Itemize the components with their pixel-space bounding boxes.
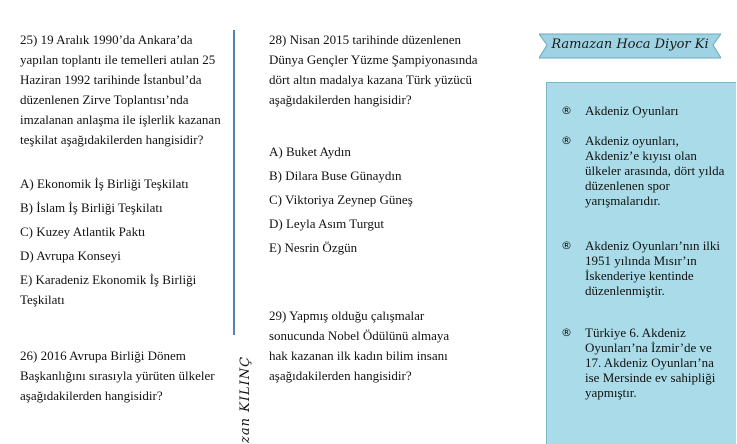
option-a: A) Buket Aydın bbox=[269, 144, 351, 159]
info-item: Akdeniz Oyunları’nın ilki 1951 yılında Mısır’ın İskenderiye kentinde düzenlenmiştir. bbox=[585, 238, 721, 298]
column-divider bbox=[233, 30, 235, 335]
option-c: C) Viktoriya Zeynep Güneş bbox=[269, 192, 413, 207]
option-c: C) Kuzey Atlantik Paktı bbox=[20, 224, 146, 239]
option-d: D) Avrupa Konseyi bbox=[20, 248, 121, 263]
author-watermark bbox=[222, 343, 253, 443]
sidebar-banner bbox=[539, 30, 721, 64]
question-28: 28) Nisan 2015 tarihinde düzenlenen Dünya Gençler Yüzme Şampiyonasında dört altın madalya kazana Türk yüzücü aşağıdakilerden hangisidir? bbox=[269, 32, 478, 107]
option-a: A) Ekonomik İş Birliği Teşkilatı bbox=[20, 176, 189, 191]
info-item: Akdeniz Oyunları bbox=[585, 103, 679, 118]
option-b: B) İslam İş Birliği Teşkilatı bbox=[20, 200, 163, 215]
bullet-icon: ® bbox=[561, 134, 572, 147]
bullet-icon: ® bbox=[561, 239, 572, 252]
option-d: D) Leyla Asım Turgut bbox=[269, 216, 384, 231]
question-column-left bbox=[20, 30, 230, 406]
info-panel bbox=[546, 82, 736, 444]
question-26: 26) 2016 Avrupa Birliği Dönem Başkanlığını sırasıyla yürüten ülkeler aşağıdakilerden hangisidir? bbox=[20, 348, 215, 403]
info-item: Türkiye 6. Akdeniz Oyunları’na İzmir’de ve 17. Akdeniz Oyunları’na ise Mersinde ev sahipliği yapmıştır. bbox=[585, 325, 716, 400]
banner-title: Ramazan Hoca Diyor Ki bbox=[551, 37, 709, 52]
option-b: B) Dilara Buse Günaydın bbox=[269, 168, 402, 183]
option-e: E) Karadeniz Ekonomik İş Birliği Teşkilatı bbox=[20, 272, 197, 307]
question-29: 29) Yapmış olduğu çalışmalar sonucunda Nobel Ödülünü almaya hak kazanan ilk kadın bilim insanı aşağıdakilerden hangisidir? bbox=[269, 308, 450, 383]
question-column-middle bbox=[269, 30, 494, 386]
bullet-icon: ® bbox=[561, 326, 572, 339]
watermark-text: zan KILINÇ bbox=[238, 355, 253, 443]
bullet-icon: ® bbox=[561, 104, 572, 117]
info-item: Akdeniz oyunları, Akdeniz’e kıyısı olan ülkeler arasında, dört yılda düzenlenen spor yarışmalarıdır. bbox=[585, 133, 725, 208]
option-e: E) Nesrin Özgün bbox=[269, 240, 358, 255]
question-25: 25) 19 Aralık 1990’da Ankara’da yapılan toplantı ile temelleri atılan 25 Haziran 1992 tarihinde İstanbul’da düzenlenen Zirve Toplantısı’nda imzalanan anlaşma ile işlerlik kazanan teşkilat aşağıdakilerden hangisidir? bbox=[20, 32, 221, 147]
